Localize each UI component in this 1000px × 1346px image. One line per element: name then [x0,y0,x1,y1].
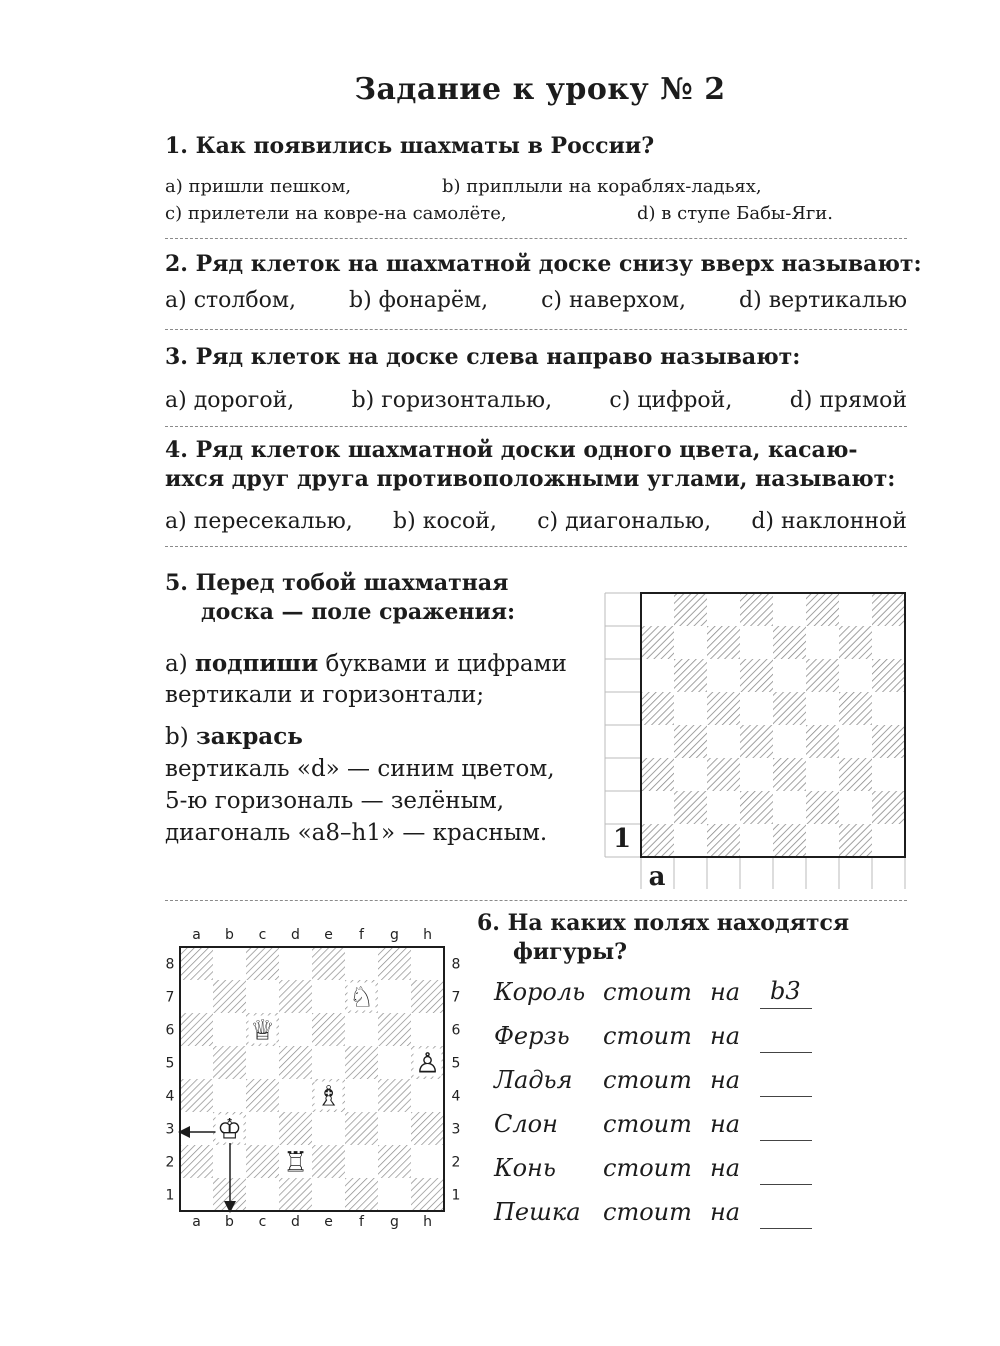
rank-label-right: 4 [451,1088,461,1105]
rank-label-right: 7 [451,989,461,1006]
dark-square[interactable] [839,692,872,725]
file-label-top: a [192,927,201,943]
rank-label-left: 5 [165,1055,175,1072]
empty-chessboard[interactable] [600,585,910,895]
q5-task-b-line-1: вертикаль «d» — синим цветом, [165,756,555,782]
board-squares [641,593,905,857]
q5-b-keyword: закрась [196,723,303,750]
dark-square[interactable] [641,824,674,857]
file-label-a: a [648,862,666,892]
queen-icon: ♕ [249,1013,276,1047]
divider [165,238,907,239]
dark-square[interactable] [773,824,806,857]
position-chessboard [160,925,470,1235]
q5-task-b-line-2: 5-ю горизональ — зелёным, [165,788,505,814]
verb-text: стоит [603,978,692,1006]
answer-blank[interactable] [760,1228,812,1229]
dark-square[interactable] [773,758,806,791]
question-1: 1. Как появились шахматы в России? [165,133,655,159]
piece-name: Ладья [494,1066,573,1094]
king-icon: ♔ [216,1112,243,1146]
file-label-top: h [423,927,432,943]
q3-options [165,388,907,413]
rank-label-left: 1 [165,1187,175,1204]
dark-square [279,1046,312,1079]
piece-name: Ферзь [494,1022,570,1050]
question-3: 3. Ряд клеток на доске слева направо называют: [165,344,801,370]
preposition-text: на [710,1110,741,1138]
q5-task-b [165,723,303,750]
answer-blank[interactable] [760,1096,812,1097]
dark-square [180,947,213,980]
rank-label-left: 8 [165,956,175,973]
rank-label-left: 3 [165,1121,175,1138]
dark-square [279,980,312,1013]
dark-square[interactable] [839,626,872,659]
question-4-line-2: ихся друг друга противоположными углами, называют: [165,466,896,492]
file-label-bottom: c [258,1214,267,1230]
pawn-icon: ♙ [414,1046,441,1080]
q2-options [165,288,907,313]
dark-square [180,1013,213,1046]
dark-square [378,1013,411,1046]
rank-label-right: 5 [451,1055,461,1072]
verb-text: стоит [603,1198,692,1226]
file-label-top: g [390,927,399,943]
question-6-line-1: 6. На каких полях находятся [477,910,850,936]
question-5-line-1: 5. Перед тобой шахматная [165,570,509,596]
q2-option-a: а) столбом, [165,288,297,313]
dark-square [411,1112,444,1145]
knight-icon: ♘ [348,980,375,1014]
dark-square[interactable] [839,758,872,791]
file-label-bottom: h [423,1214,432,1230]
dark-square [378,947,411,980]
dark-square [312,947,345,980]
q4-option-b: b) косой, [393,509,497,534]
verb-text: стоит [603,1110,692,1138]
dark-square[interactable] [773,692,806,725]
q4-option-c: с) диагональю, [537,509,712,534]
dark-square[interactable] [740,593,773,626]
rank-label-right: 8 [451,956,461,973]
q4-options [165,509,907,534]
q1-option-b: b) приплыли на кораблях-ладьях, [442,176,762,197]
rank-label-left: 2 [165,1154,175,1171]
preposition-text: на [710,978,741,1006]
dark-square[interactable] [872,593,905,626]
file-label-top: d [291,927,300,943]
dark-square[interactable] [707,626,740,659]
rank-label-right: 3 [451,1121,461,1138]
preposition-text: на [710,1066,741,1094]
rank-label-left: 6 [165,1022,175,1039]
q3-option-d: d) прямой [789,388,907,413]
divider [165,329,907,330]
dark-square [180,1079,213,1112]
piece-name: Король [494,978,586,1006]
q1-option-c: с) прилетели на ковре-на самолёте, [165,203,507,224]
question-6-line-2: фигуры? [513,939,628,965]
dark-square [312,1013,345,1046]
q5-a-prefix: а) [165,651,195,677]
q1-option-a: а) пришли пешком, [165,176,352,197]
dark-square [213,980,246,1013]
dark-square[interactable] [674,725,707,758]
dark-square [246,947,279,980]
dark-square[interactable] [839,824,872,857]
dark-square [246,1079,279,1112]
dark-square[interactable] [641,758,674,791]
dark-square[interactable] [674,791,707,824]
answer-blank[interactable] [760,1184,812,1185]
preposition-text: на [710,1198,741,1226]
dark-square[interactable] [641,692,674,725]
dark-square[interactable] [674,593,707,626]
question-5-line-2: доска — поле сражения: [201,599,516,625]
q5-task-a [165,650,567,677]
preposition-text: на [710,1154,741,1182]
question-4-text-1: 4. Ряд клеток шахматной доски одного цвета, касаю- [165,437,858,463]
file-label-bottom: f [359,1214,364,1230]
dark-square [345,1178,378,1211]
dark-square [279,1178,312,1211]
divider [165,426,907,427]
dark-square [312,1145,345,1178]
piece-name: Слон [494,1110,558,1138]
dark-square[interactable] [707,824,740,857]
q3-option-b: b) горизонталью, [351,388,553,413]
file-label-top: b [225,927,234,943]
q5-task-b-line-3: диагональ «a8–h1» — красным. [165,820,548,846]
q2-option-b: b) фонарём, [349,288,489,313]
dark-square [345,1112,378,1145]
piece-name: Конь [494,1154,556,1182]
dark-square[interactable] [872,659,905,692]
file-label-bottom: e [324,1214,333,1230]
bishop-icon: ♗ [315,1079,342,1113]
preposition-text: на [710,1022,741,1050]
dark-square[interactable] [740,659,773,692]
q3-option-a: а) дорогой, [165,388,295,413]
q2-option-d: d) вертикалью [739,288,907,313]
dark-square[interactable] [641,626,674,659]
board-squares [180,947,444,1211]
question-4-line-1 [165,437,907,463]
answer-blank[interactable] [760,1140,812,1141]
rank-label-right: 6 [451,1022,461,1039]
q5-a-text: буквами и цифрами [318,651,567,677]
verb-text: стоит [603,1154,692,1182]
divider [165,546,907,547]
dark-square[interactable] [806,725,839,758]
file-label-top: e [324,927,333,943]
question-2: 2. Ряд клеток на шахматной доске снизу вверх называют: [165,251,922,277]
dark-square[interactable] [806,659,839,692]
answer-blank[interactable] [760,1052,812,1053]
dark-square[interactable] [707,758,740,791]
q4-option-d: d) наклонной [751,509,907,534]
q4-option-a: а) пересекалью, [165,509,353,534]
rank-label-right: 1 [451,1187,461,1204]
dark-square [279,1112,312,1145]
dark-square [345,1046,378,1079]
file-label-bottom: a [192,1214,201,1230]
dark-square[interactable] [872,725,905,758]
dark-square [378,1079,411,1112]
piece-name: Пешка [494,1198,581,1226]
file-label-top: f [359,927,364,943]
q5-task-a-line-2: вертикали и горизонтали; [165,682,485,708]
dark-square[interactable] [707,692,740,725]
q5-a-keyword: подпиши [195,650,319,677]
q2-option-c: с) наверхом, [541,288,687,313]
verb-text: стоит [603,1022,692,1050]
dark-square[interactable] [674,659,707,692]
dark-square[interactable] [872,791,905,824]
rank-label-1: 1 [612,824,632,854]
answer-text: b3 [770,977,801,1005]
q5-b-prefix: b) [165,724,197,750]
answer-blank[interactable] [760,1008,812,1009]
dark-square[interactable] [806,593,839,626]
file-label-bottom: g [390,1214,399,1230]
file-label-top: c [258,927,267,943]
rank-label-right: 2 [451,1154,461,1171]
divider [165,900,907,901]
dark-square [411,1178,444,1211]
dark-square [378,1145,411,1178]
rank-label-left: 7 [165,989,175,1006]
verb-text: стоит [603,1066,692,1094]
file-label-bottom: d [291,1214,300,1230]
dark-square[interactable] [806,791,839,824]
dark-square[interactable] [773,626,806,659]
dark-square [213,1046,246,1079]
file-label-bottom: b [225,1214,234,1230]
dark-square [246,1145,279,1178]
page-title: Задание к уроку № 2 [354,72,726,107]
dark-square [180,1145,213,1178]
q1-option-d: d) в ступе Бабы-Яги. [637,203,834,224]
rank-label-left: 4 [165,1088,175,1105]
dark-square [411,980,444,1013]
q3-option-c: с) цифрой, [609,388,733,413]
rook-icon: ♖ [282,1145,309,1179]
dark-square[interactable] [740,725,773,758]
dark-square[interactable] [740,791,773,824]
